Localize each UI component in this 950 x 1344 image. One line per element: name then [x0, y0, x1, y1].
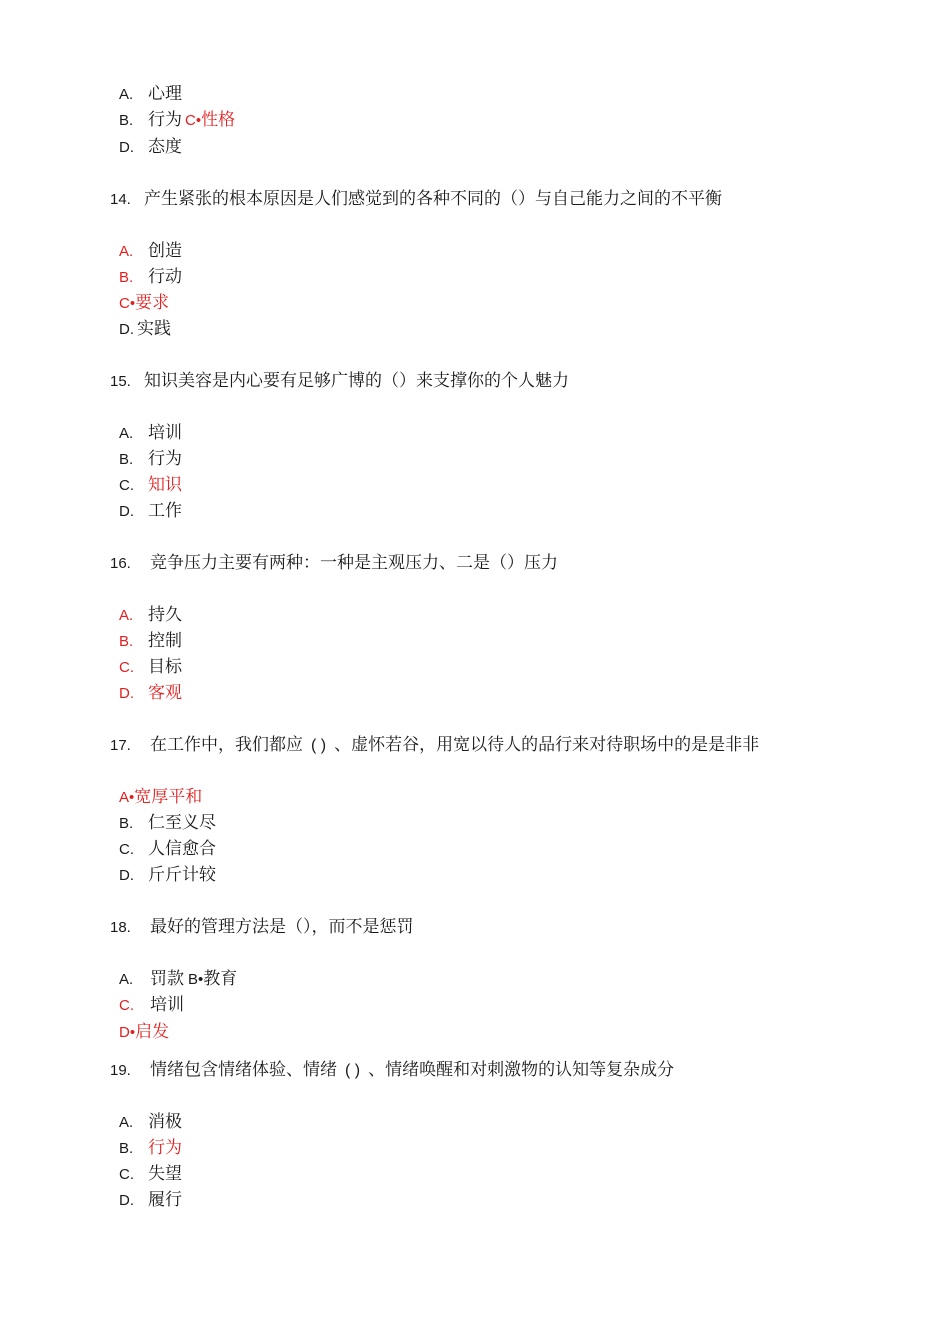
- q16-option-b: [119, 630, 182, 653]
- question-text: 情绪包含情绪体验、情绪: [150, 1060, 337, 1080]
- option-label: B.: [119, 815, 134, 832]
- option-text: 要求: [135, 293, 170, 313]
- question-number: 18.: [110, 919, 131, 936]
- option-label: C.: [119, 477, 134, 494]
- option-label: C.: [119, 659, 134, 676]
- option-label: D.: [119, 321, 134, 338]
- option-label: D.: [119, 503, 134, 520]
- option-label: A.: [119, 425, 134, 442]
- question-number: 16.: [110, 555, 131, 572]
- option-text: 仁至义尽: [148, 813, 216, 833]
- option-label: D.: [119, 867, 134, 884]
- option-label: A.: [119, 243, 134, 260]
- option-text: 知识: [148, 475, 182, 495]
- option-text: 客观: [148, 683, 182, 703]
- question-text: 在工作中，我们都应: [150, 735, 303, 755]
- option-text: 控制: [148, 631, 182, 651]
- q13-option-a: [119, 83, 182, 106]
- question-15: [110, 370, 569, 393]
- question-number: 14.: [110, 191, 131, 208]
- option-label: D.: [119, 139, 134, 156]
- option-label: D.: [119, 1192, 134, 1209]
- q14-option-a: [119, 240, 182, 263]
- option-label: B.: [119, 633, 134, 650]
- question-number: 17.: [110, 737, 131, 754]
- option-label: C.: [119, 1166, 134, 1183]
- question-14: [110, 188, 722, 211]
- option-text-b: 教育: [203, 969, 238, 989]
- option-text: 创造: [148, 241, 182, 261]
- q15-option-c: [119, 474, 182, 497]
- option-text: 斤斤计较: [148, 865, 216, 885]
- option-text: 心理: [148, 84, 182, 104]
- option-text: 启发: [135, 1022, 170, 1042]
- question-text: 竞争压力主要有两种：一种是主观压力、二是（）压力: [150, 553, 558, 573]
- question-18: [110, 916, 414, 939]
- q14-option-b: [119, 266, 182, 289]
- option-label: A.: [119, 607, 134, 624]
- question-19: [110, 1059, 674, 1082]
- q16-option-c: [119, 656, 182, 679]
- option-text: 目标: [148, 657, 182, 677]
- option-text: 态度: [148, 137, 182, 157]
- question-text: 产生紧张的根本原因是人们感觉到的各种不同的（）与自己能力之间的不平衡: [144, 189, 722, 209]
- question-text: 最好的管理方法是（），而不是惩罚: [150, 917, 414, 937]
- question-16: [110, 552, 558, 575]
- option-text: 培训: [148, 423, 182, 443]
- option-text: 消极: [148, 1112, 182, 1132]
- option-label: C•: [119, 295, 136, 312]
- option-label: A.: [119, 86, 134, 103]
- q18-option-d: [119, 1021, 169, 1044]
- option-text: 宽厚平和: [134, 787, 203, 807]
- option-text: 行为: [148, 110, 182, 130]
- option-text: 人信愈合: [148, 839, 216, 859]
- q17-option-a: [119, 786, 202, 809]
- option-text: 实践: [137, 319, 171, 339]
- q16-option-d: [119, 682, 182, 705]
- question-text-continued: 、情绪唤醒和对刺激物的认知等复杂成分: [368, 1060, 675, 1080]
- option-label-c: C•: [185, 112, 202, 129]
- q15-option-b: [119, 448, 182, 471]
- option-text: 罚款: [150, 969, 184, 989]
- option-text: 工作: [148, 501, 182, 521]
- q14-option-d: [119, 318, 171, 341]
- q14-option-c: [119, 292, 169, 315]
- option-label: B.: [119, 451, 134, 468]
- q17-option-d: [119, 864, 216, 887]
- option-label: B.: [119, 1140, 134, 1157]
- q19-option-c: [119, 1163, 182, 1186]
- option-label: C.: [119, 841, 134, 858]
- q17-option-b: [119, 812, 216, 835]
- blank-parenthesis: ( ): [311, 737, 327, 754]
- option-text: 持久: [148, 605, 182, 625]
- option-label: A.: [119, 971, 134, 988]
- question-number: 19.: [110, 1062, 131, 1079]
- q18-option-c: [119, 994, 184, 1017]
- q19-option-b: [119, 1137, 182, 1160]
- question-number: 15.: [110, 373, 131, 390]
- q17-option-c: [119, 838, 216, 861]
- q15-option-d: [119, 500, 182, 523]
- q13-option-b: [119, 109, 235, 132]
- option-text: 行为: [148, 449, 182, 469]
- q13-option-d: [119, 136, 182, 159]
- option-text-c: 性格: [201, 110, 236, 130]
- question-17: [110, 734, 759, 757]
- q15-option-a: [119, 422, 182, 445]
- option-label: C.: [119, 997, 134, 1014]
- blank-parenthesis: ( ): [345, 1062, 361, 1079]
- question-text-continued: 、虚怀若谷，用宽以待人的品行来对待职场中的是是非非: [334, 735, 760, 755]
- option-text: 履行: [148, 1190, 182, 1210]
- option-label: B.: [119, 269, 134, 286]
- option-label: A•: [119, 789, 135, 806]
- option-text: 培训: [150, 995, 184, 1015]
- option-text: 行为: [148, 1138, 182, 1158]
- option-label: D.: [119, 685, 134, 702]
- option-text: 失望: [148, 1164, 182, 1184]
- option-label: A.: [119, 1114, 134, 1131]
- option-label-b: B•: [188, 971, 204, 988]
- question-text: 知识美容是内心要有足够广博的（）来支撑你的个人魅力: [144, 371, 569, 391]
- q19-option-a: [119, 1111, 182, 1134]
- option-label: D•: [119, 1024, 136, 1041]
- q18-option-a: [119, 968, 237, 991]
- option-label: B.: [119, 112, 134, 129]
- option-text: 行动: [148, 267, 182, 287]
- q19-option-d: [119, 1189, 182, 1212]
- q16-option-a: [119, 604, 182, 627]
